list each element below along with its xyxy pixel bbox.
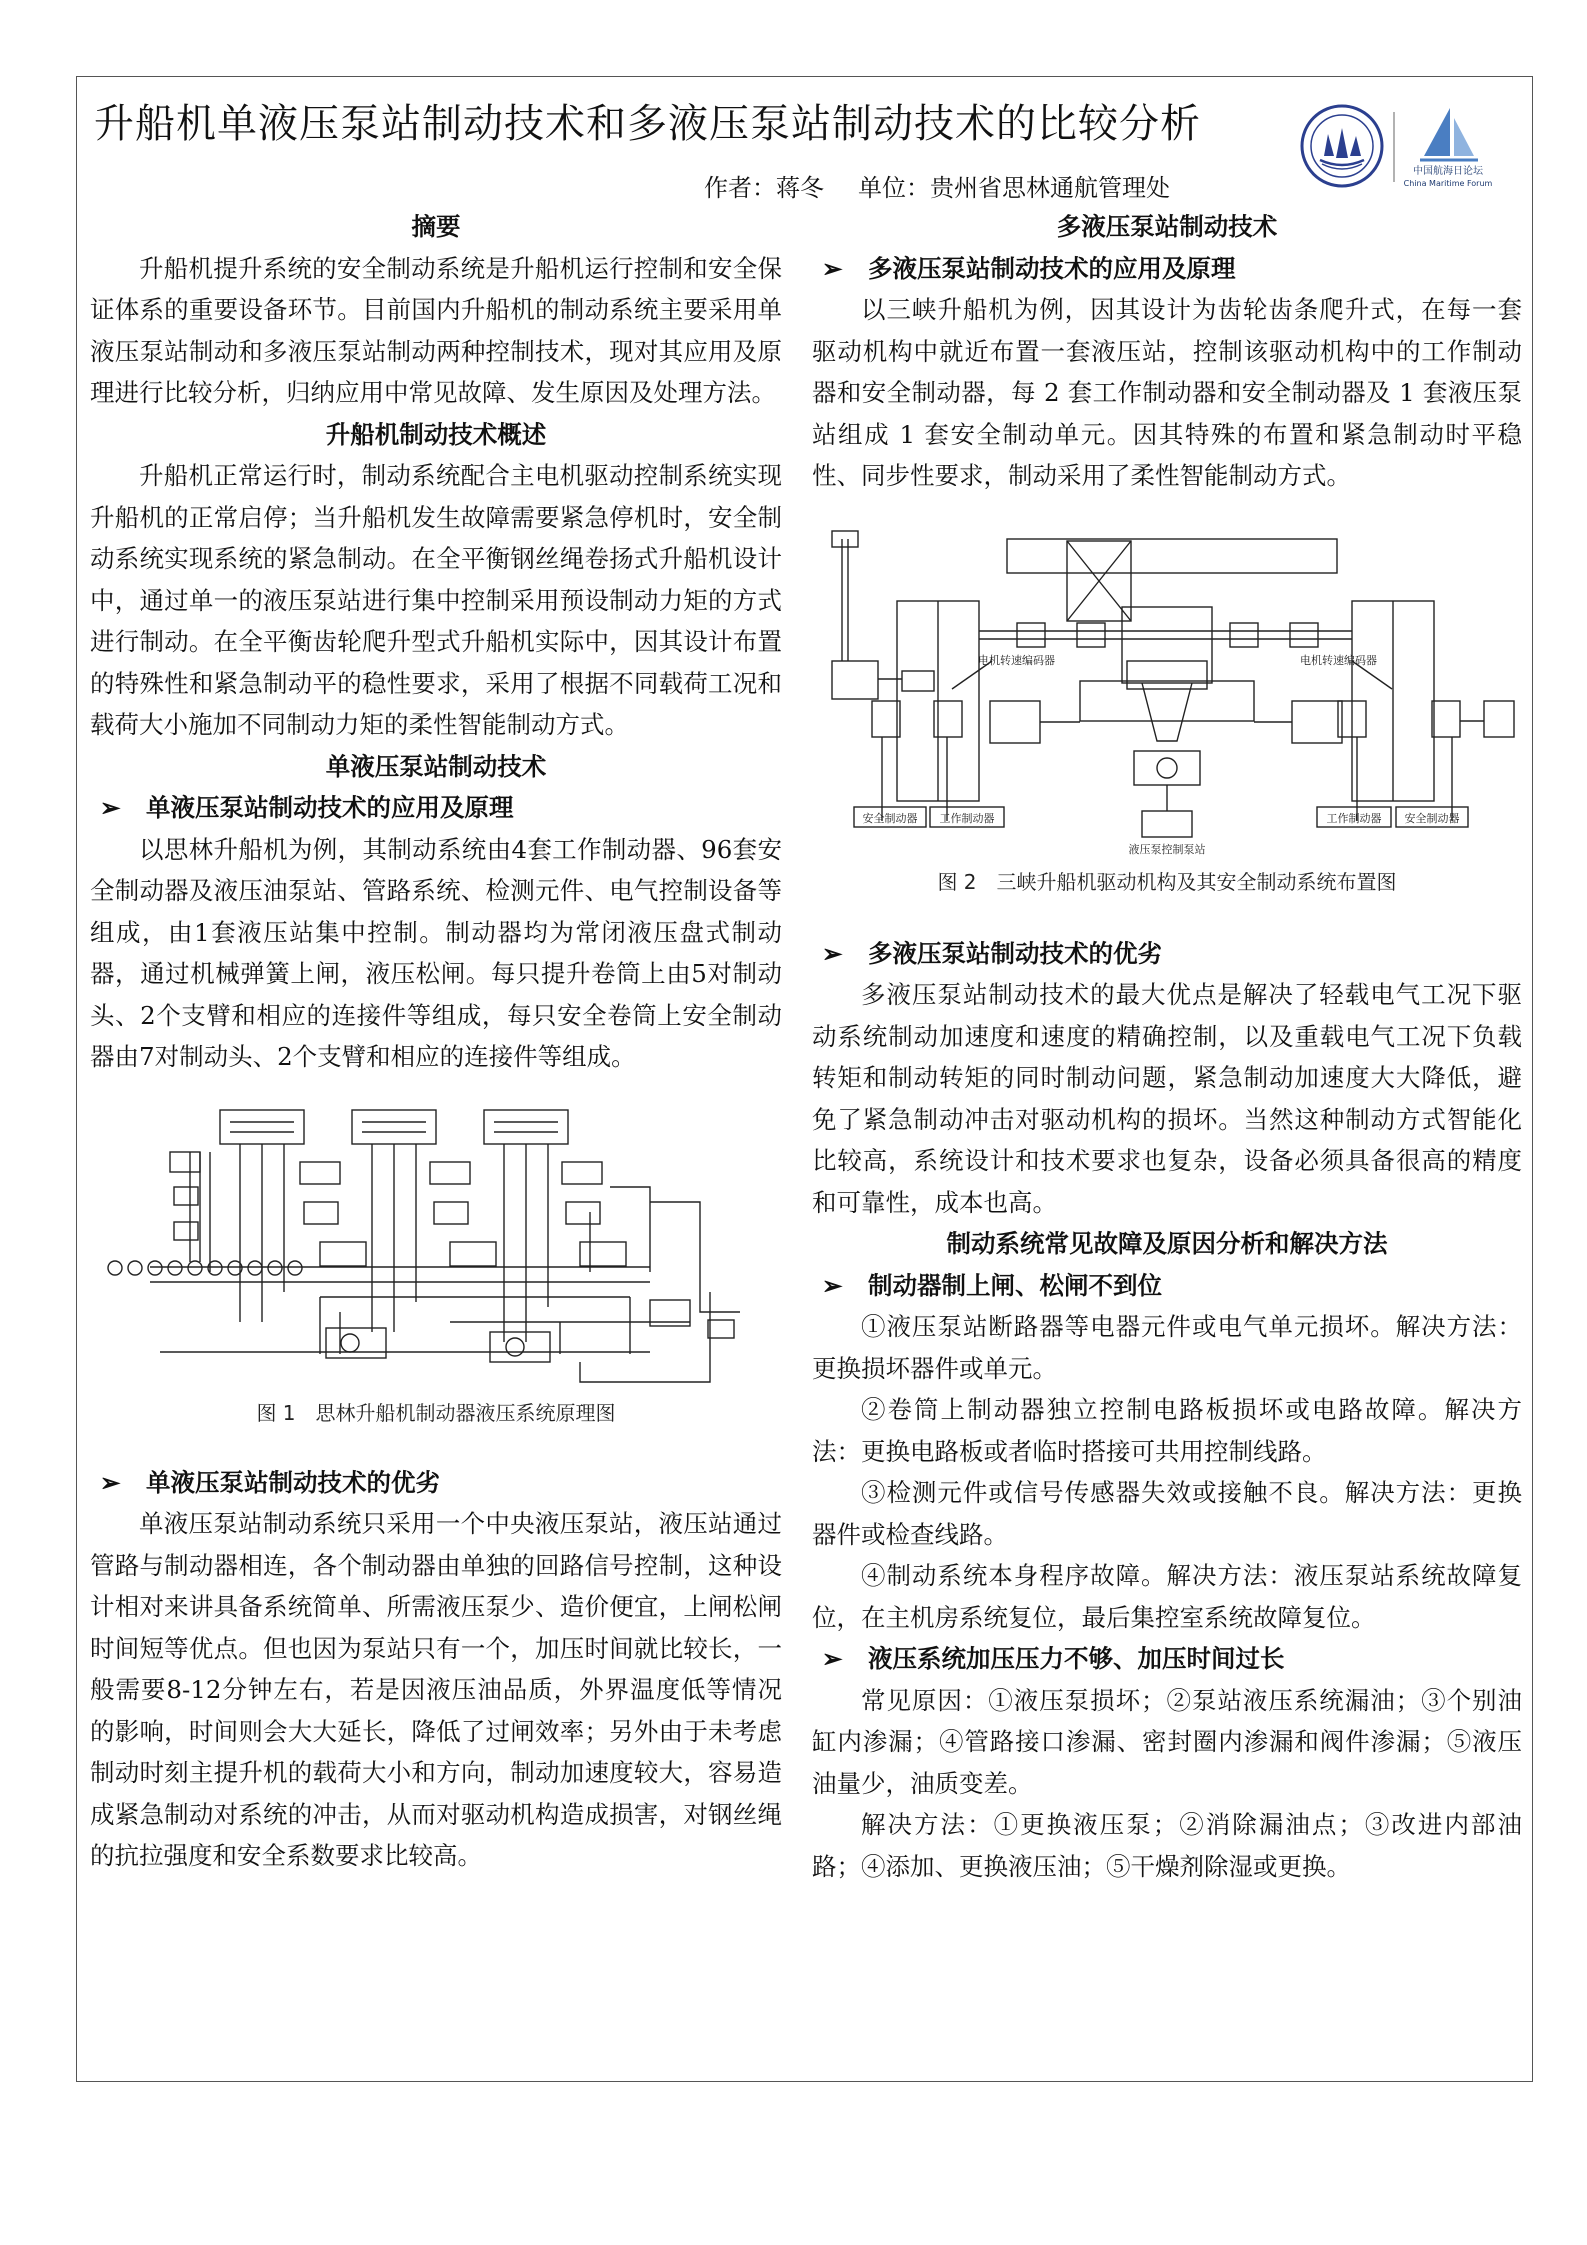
fault2-causes: 常见原因：①液压泵损坏；②泵站液压系统漏油；③个别油缸内渗漏；④管路接口渗漏、密封圈内渗漏和阀件渗漏；⑤液压油量少，油质变差。 [812, 1685, 1522, 1798]
sail-icon [1420, 108, 1478, 160]
fault-heading: 制动系统常见故障及原因分析和解决方法 [946, 1229, 1388, 1258]
bullet-arrow-icon: ➢ [822, 1270, 843, 1300]
label-safety-brake-left: 安全制动器 [862, 811, 918, 825]
multi-merit-text: 多液压泵站制动技术的最大优点是解决了轻载电气工况下驱动系统制动加速度和速度的精确控制，以及重载电气工况下负载转矩和制动转矩的同时制动问题，紧急制动加速度大大降低，避免了紧急制动冲击对驱动机构的损坏。当然这种制动方式智能化比较高，系统设计和技术要求也复杂，设备必须具备很高的精度和可靠性，成本也高。 [812, 980, 1522, 1217]
fault1-heading [812, 1265, 1522, 1307]
abstract-text: 升船机提升系统的安全制动系统是升船机运行控制和安全保证体系的重要设备环节。目前国内升船机的制动系统主要采用单液压泵站制动和多液压泵站制动两种控制技术，现对其应用及原理进行比较分析，归纳应用中常见故障、发生原因及处理方法。 [90, 253, 782, 407]
label-safety-brake-right: 安全制动器 [1404, 811, 1460, 825]
single-principle-heading-text: 单液压泵站制动技术的应用及原理 [146, 793, 514, 822]
single-merit-heading-text: 单液压泵站制动技术的优劣 [146, 1467, 440, 1497]
figure-1 [90, 1092, 782, 1392]
forum-name: 中国航海日论坛 [1413, 166, 1483, 177]
label-work-brake-left: 工作制动器 [939, 811, 995, 825]
multi-principle-text: 以三峡升船机为例，因其设计为齿轮齿条爬升式，在每一套驱动机构中就近布置一套液压站，控制该驱动机构中的工作制动器和安全制动器，每 2 套工作制动器和安全制动器及 1 套液压泵站组成 1 套安全制动单元。因其特殊的布置和紧急制动时平稳性、同步性要求，制动采用了柔性智能制动方式。 [812, 295, 1522, 490]
label-encoder-left: 电机转速编码器 [978, 653, 1055, 667]
hydraulic-schematic-diagram [90, 1092, 782, 1392]
abstract-heading: 摘要 [411, 212, 461, 241]
multi-merit-heading [812, 933, 1522, 975]
author-line [704, 168, 1170, 203]
fault2-solutions: 解决方法：①更换液压泵；②消除漏油点；③改进内部油路；④添加、更换液压油；⑤干燥剂除湿或更换。 [812, 1810, 1522, 1881]
fault1-item: ②卷筒上制动器独立控制电路板损坏或电路故障。解决方法：更换电路板或者临时搭接可共用控制线路。 [812, 1395, 1522, 1466]
logo-area [1298, 100, 1508, 192]
bullet-arrow-icon: ➢ [822, 1644, 843, 1673]
drive-layout-diagram [812, 511, 1522, 861]
multi-principle-heading [812, 248, 1522, 290]
forum-logo [1298, 100, 1508, 192]
multi-heading: 多液压泵站制动技术 [1056, 212, 1278, 241]
fault2-heading-text: 液压系统加压压力不够、加压时间过长 [868, 1644, 1285, 1673]
label-encoder-right: 电机转速编码器 [1300, 653, 1377, 667]
figure-2 [812, 511, 1522, 861]
bullet-arrow-icon: ➢ [822, 253, 843, 283]
overview-text: 升船机正常运行时，制动系统配合主电机驱动控制系统实现升船机的正常启停；当升船机发生故障需要紧急停机时，安全制动系统实现系统的紧急制动。在全平衡钢丝绳卷扬式升船机设计中，通过单一的液压泵站进行集中控制采用预设制动力矩的方式进行制动。在全平衡齿轮爬升型式升船机实际中，因其设计布置的特殊性和紧急制动平的稳性要求，采用了根据不同载荷工况和载荷大小施加不同制动力矩的柔性智能制动方式。 [90, 461, 782, 739]
fault2-heading [812, 1638, 1522, 1680]
bullet-arrow-icon: ➢ [822, 938, 843, 968]
single-principle-text: 以思林升船机为例，其制动系统由4套工作制动器、96套安全制动器及液压油泵站、管路系统、检测元件、电气控制设备等组成，由1套液压站集中控制。制动器均为常闭液压盘式制动器，通过机械弹簧上闸，液压松闸。每只提升卷筒上由5对制动头、2个支臂和相应的连接件等组成，每只安全卷筒上安全制动器由7对制动头、2个支臂和相应的连接件等组成。 [90, 834, 782, 1071]
right-column [812, 206, 1522, 1887]
single-merit-text: 单液压泵站制动系统只采用一个中央液压泵站，液压站通过管路与制动器相连，各个制动器由单独的回路信号控制，这种设计相对来讲具备系统简单、所需液压泵少、造价便宜，上闸松闸时间短等优点。但也因为泵站只有一个，加压时间就比较长，一般需要8-12分钟左右，若是因液压油品质，外界温度低等情况的影响，时间则会大大延长，降低了过闸效率；另外由于未考虑制动时刻主提升机的载荷大小和方向，制动加速度较大，容易造成紧急制动对系统的冲击，从而对驱动机构造成损害，对钢丝绳的抗拉强度和安全系数要求比较高。 [90, 1509, 782, 1870]
label-work-brake-right: 工作制动器 [1326, 811, 1382, 825]
figure-2-caption: 图 2 三峡升船机驱动机构及其安全制动系统布置图 [937, 869, 1397, 894]
fault1-item: ①液压泵站断路器等电器元件或电气单元损坏。解决方法：更换损坏器件或单元。 [812, 1312, 1522, 1383]
multi-principle-heading-text: 多液压泵站制动技术的应用及原理 [868, 253, 1236, 283]
left-column [90, 206, 782, 1877]
multi-merit-heading-text: 多液压泵站制动技术的优劣 [868, 938, 1162, 968]
single-heading: 单液压泵站制动技术 [325, 751, 547, 781]
author-name: 作者：蒋冬 [704, 174, 824, 202]
fault1-item: ③检测元件或信号传感器失效或接触不良。解决方法：更换器件或检查线路。 [812, 1478, 1522, 1549]
single-merit-heading [90, 1462, 782, 1504]
seal-icon [1302, 106, 1382, 186]
bullet-arrow-icon: ➢ [100, 793, 121, 822]
page-title: 升船机单液压泵站制动技术和多液压泵站制动技术的比较分析 [94, 101, 1201, 147]
bullet-arrow-icon: ➢ [100, 1467, 121, 1497]
fault1-item: ④制动系统本身程序故障。解决方法：液压泵站系统故障复位，在主机房系统复位，最后集控室系统故障复位。 [812, 1561, 1522, 1632]
overview-heading: 升船机制动技术概述 [325, 419, 547, 449]
fault1-heading-text: 制动器制上闸、松闸不到位 [868, 1270, 1162, 1300]
forum-name-en: China Maritime Forum [1403, 179, 1493, 188]
author-unit: 单位：贵州省思林通航管理处 [858, 174, 1170, 202]
figure-1-caption: 图 1 思林升船机制动器液压系统原理图 [256, 1400, 616, 1425]
label-pump-station: 液压泵控制泵站 [1128, 842, 1206, 856]
single-principle-heading [90, 787, 782, 829]
